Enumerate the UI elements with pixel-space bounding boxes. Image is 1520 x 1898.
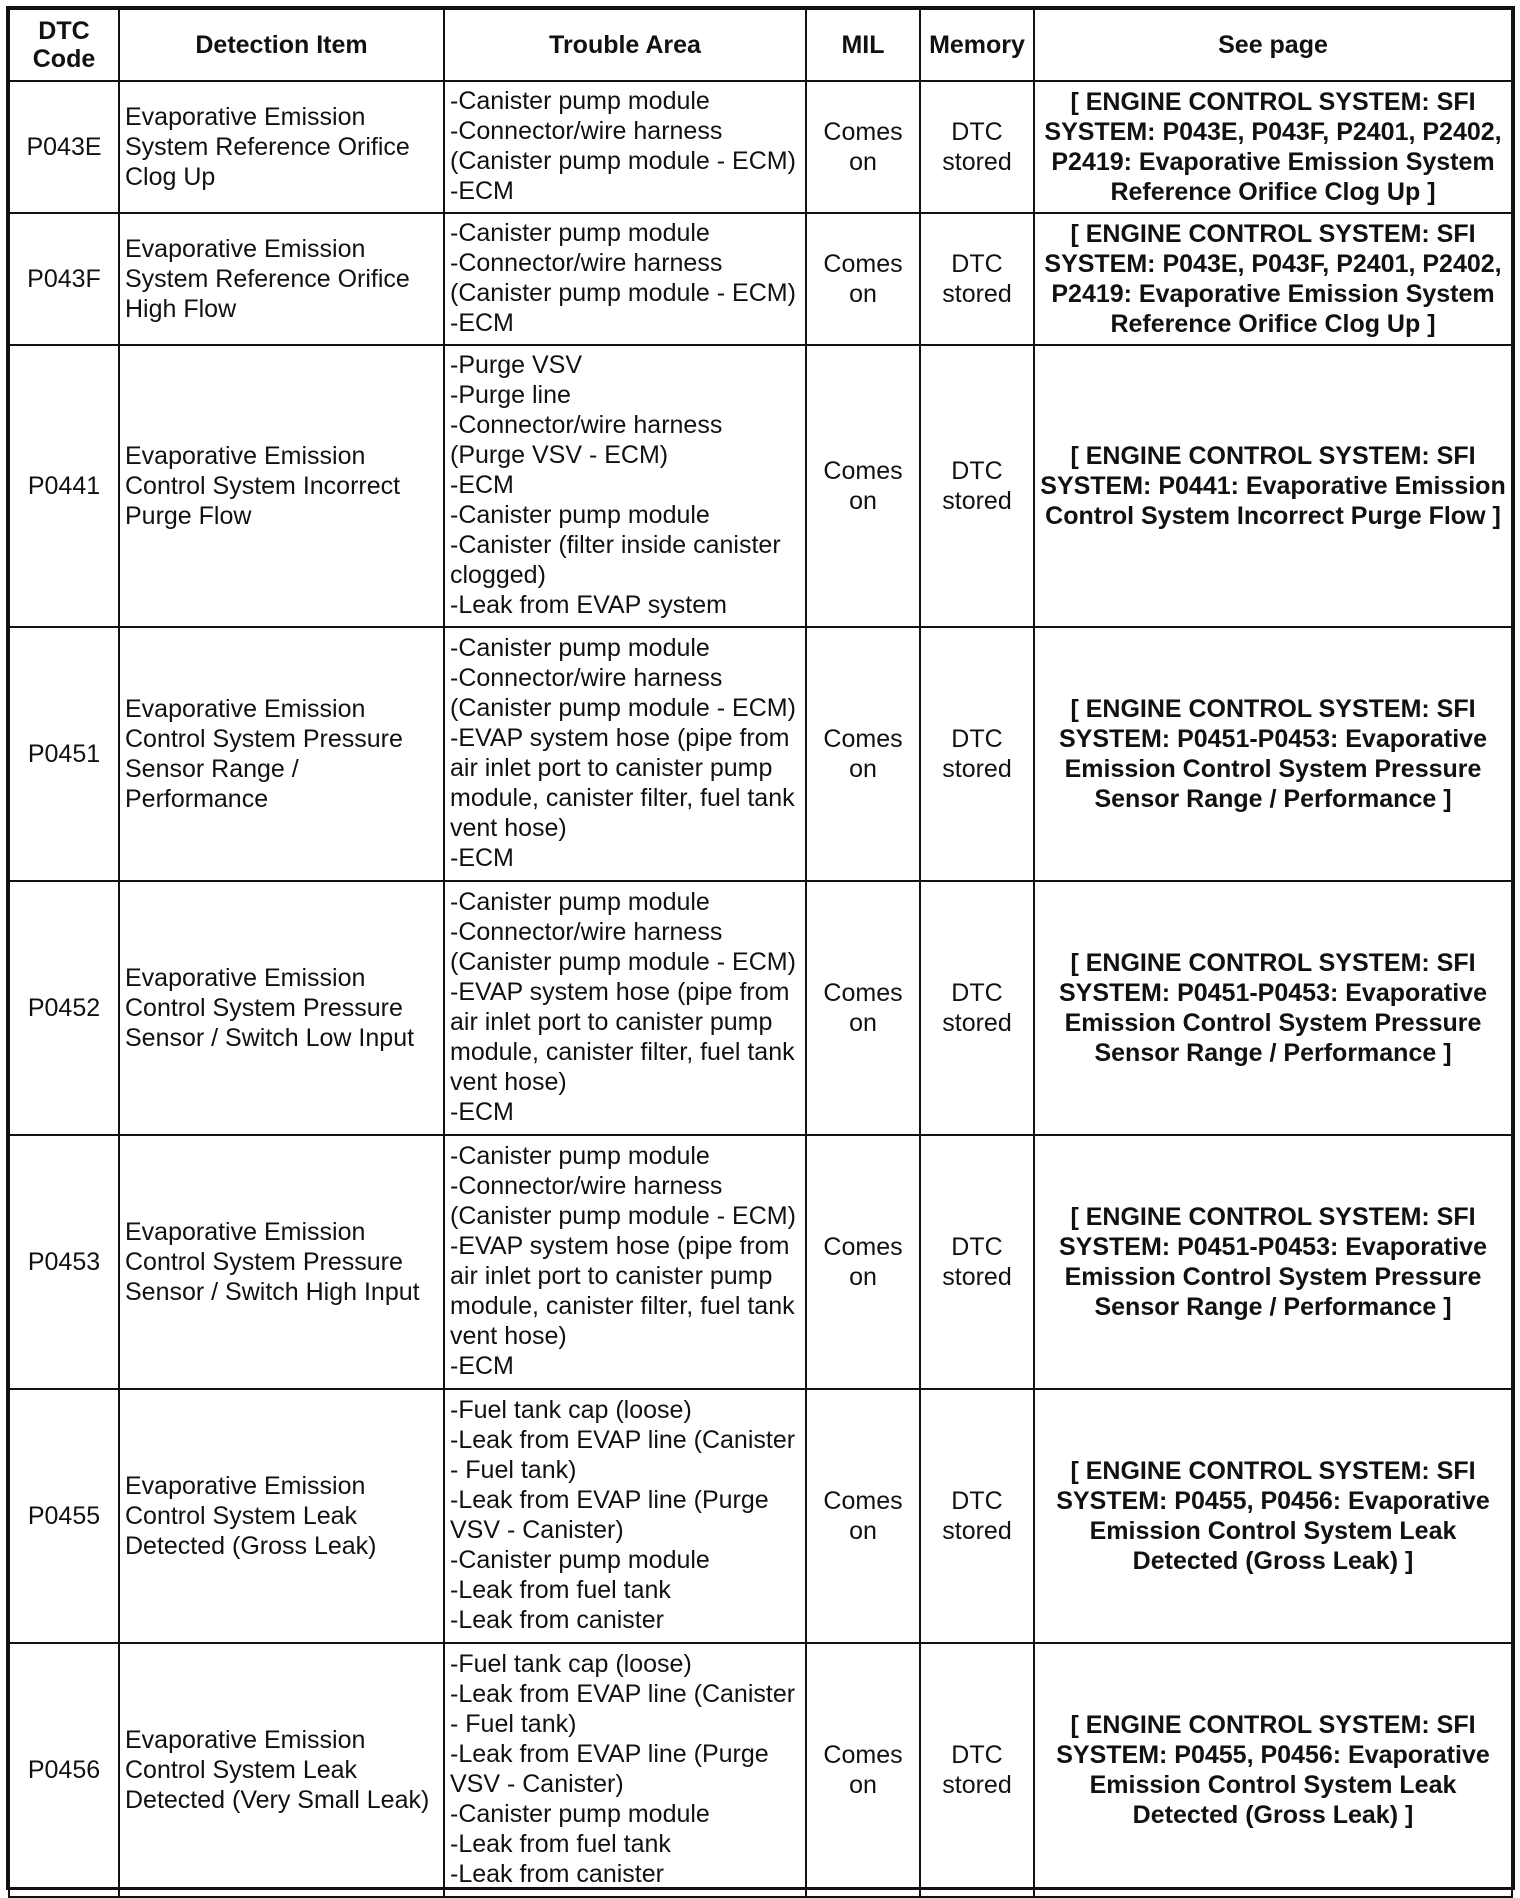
mil-cell: Comes on (806, 213, 920, 345)
trouble-area-cell: -Fuel tank cap (loose) -Leak from EVAP line (Canister - Fuel tank) -Leak from EVAP line (Purge VSV - Canister) -Canister pump module -Leak from fuel tank -Leak from canister (444, 1643, 806, 1897)
table-row (9, 1135, 1512, 1389)
trouble-area-cell: -Canister pump module -Connector/wire harness (Canister pump module - ECM) -ECM (444, 81, 806, 213)
see-page-link[interactable]: [ ENGINE CONTROL SYSTEM: SFI SYSTEM: P0451-P0453: Evaporative Emission Control System Pressure Sensor Range / Performance ] (1034, 627, 1512, 881)
header-row (9, 9, 1512, 81)
dtc-code-cell: P0451 (9, 627, 119, 881)
header-mil: MIL (806, 9, 920, 81)
mil-cell: Comes on (806, 881, 920, 1135)
see-page-link[interactable]: [ ENGINE CONTROL SYSTEM: SFI SYSTEM: P043E, P043F, P2401, P2402, P2419: Evaporative Emission System Reference Orifice Clog Up ] (1034, 213, 1512, 345)
dtc-code-cell: P043E (9, 81, 119, 213)
dtc-code-cell: P0455 (9, 1389, 119, 1643)
dtc-code-cell: P0441 (9, 345, 119, 627)
see-page-link[interactable]: [ ENGINE CONTROL SYSTEM: SFI SYSTEM: P0451-P0453: Evaporative Emission Control System Pressure Sensor Range / Performance ] (1034, 881, 1512, 1135)
mil-cell: Comes on (806, 345, 920, 627)
dtc-code-cell: P0452 (9, 881, 119, 1135)
header-trouble-area: Trouble Area (444, 9, 806, 81)
trouble-area-cell: -Canister pump module -Connector/wire harness (Canister pump module - ECM) -ECM (444, 213, 806, 345)
memory-cell: DTC stored (920, 1643, 1034, 1897)
detection-item-cell: Evaporative Emission Control System Incorrect Purge Flow (119, 345, 444, 627)
trouble-area-cell: -Canister pump module -Connector/wire harness (Canister pump module - ECM) -EVAP system hose (pipe from air inlet port to canister pump module, canister filter, fuel tank vent hose) -ECM (444, 881, 806, 1135)
mil-cell: Comes on (806, 1389, 920, 1643)
see-page-link[interactable]: [ ENGINE CONTROL SYSTEM: SFI SYSTEM: P043E, P043F, P2401, P2402, P2419: Evaporative Emission System Reference Orifice Clog Up ] (1034, 81, 1512, 213)
memory-cell: DTC stored (920, 1135, 1034, 1389)
table-row (9, 881, 1512, 1135)
table-row (9, 1643, 1512, 1897)
table-row (9, 213, 1512, 345)
see-page-link[interactable]: [ ENGINE CONTROL SYSTEM: SFI SYSTEM: P0451-P0453: Evaporative Emission Control System Pressure Sensor Range / Performance ] (1034, 1135, 1512, 1389)
header-memory: Memory (920, 9, 1034, 81)
mil-cell: Comes on (806, 1135, 920, 1389)
mil-cell: Comes on (806, 1643, 920, 1897)
dtc-table (8, 8, 1513, 1898)
header-dtc-code: DTC Code (9, 9, 119, 81)
table-row (9, 345, 1512, 627)
table-row (9, 627, 1512, 881)
dtc-code-cell: P0456 (9, 1643, 119, 1897)
see-page-link[interactable]: [ ENGINE CONTROL SYSTEM: SFI SYSTEM: P0455, P0456: Evaporative Emission Control System Leak Detected (Gross Leak) ] (1034, 1643, 1512, 1897)
detection-item-cell: Evaporative Emission System Reference Orifice High Flow (119, 213, 444, 345)
detection-item-cell: Evaporative Emission Control System Pressure Sensor / Switch Low Input (119, 881, 444, 1135)
memory-cell: DTC stored (920, 345, 1034, 627)
memory-cell: DTC stored (920, 81, 1034, 213)
trouble-area-cell: -Canister pump module -Connector/wire harness (Canister pump module - ECM) -EVAP system hose (pipe from air inlet port to canister pump module, canister filter, fuel tank vent hose) -ECM (444, 1135, 806, 1389)
mil-cell: Comes on (806, 81, 920, 213)
dtc-code-cell: P0453 (9, 1135, 119, 1389)
detection-item-cell: Evaporative Emission Control System Leak Detected (Gross Leak) (119, 1389, 444, 1643)
detection-item-cell: Evaporative Emission Control System Leak Detected (Very Small Leak) (119, 1643, 444, 1897)
detection-item-cell: Evaporative Emission Control System Pressure Sensor / Switch High Input (119, 1135, 444, 1389)
trouble-area-cell: -Fuel tank cap (loose) -Leak from EVAP line (Canister - Fuel tank) -Leak from EVAP line (Purge VSV - Canister) -Canister pump module -Leak from fuel tank -Leak from canister (444, 1389, 806, 1643)
see-page-link[interactable]: [ ENGINE CONTROL SYSTEM: SFI SYSTEM: P0441: Evaporative Emission Control System Incorrect Purge Flow ] (1034, 345, 1512, 627)
header-detection-item: Detection Item (119, 9, 444, 81)
table-row (9, 81, 1512, 213)
detection-item-cell: Evaporative Emission System Reference Orifice Clog Up (119, 81, 444, 213)
mil-cell: Comes on (806, 627, 920, 881)
memory-cell: DTC stored (920, 1389, 1034, 1643)
trouble-area-cell: -Canister pump module -Connector/wire harness (Canister pump module - ECM) -EVAP system hose (pipe from air inlet port to canister pump module, canister filter, fuel tank vent hose) -ECM (444, 627, 806, 881)
header-see-page: See page (1034, 9, 1512, 81)
see-page-link[interactable]: [ ENGINE CONTROL SYSTEM: SFI SYSTEM: P0455, P0456: Evaporative Emission Control System Leak Detected (Gross Leak) ] (1034, 1389, 1512, 1643)
table-row (9, 1389, 1512, 1643)
dtc-code-cell: P043F (9, 213, 119, 345)
trouble-area-cell: -Purge VSV -Purge line -Connector/wire harness (Purge VSV - ECM) -ECM -Canister pump module -Canister (filter inside canister clogged) -Leak from EVAP system (444, 345, 806, 627)
memory-cell: DTC stored (920, 213, 1034, 345)
memory-cell: DTC stored (920, 627, 1034, 881)
detection-item-cell: Evaporative Emission Control System Pressure Sensor Range / Performance (119, 627, 444, 881)
memory-cell: DTC stored (920, 881, 1034, 1135)
